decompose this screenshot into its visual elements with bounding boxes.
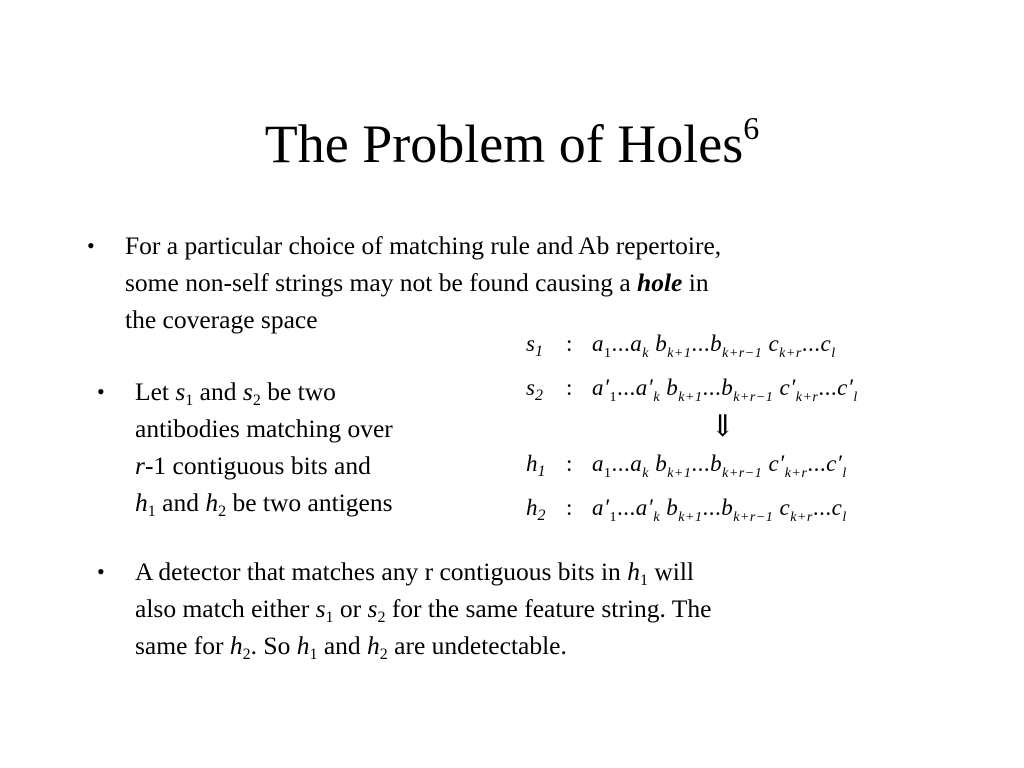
row-colon: : bbox=[566, 375, 573, 400]
var-s: s bbox=[315, 594, 326, 623]
hole-emphasis: hole bbox=[637, 268, 683, 297]
bullet3-line1-after: will bbox=[647, 557, 694, 586]
bullet1-line2 bbox=[125, 264, 955, 301]
bullet3-line1-text: A detector that matches any r contiguous bits in bbox=[135, 557, 628, 586]
bullet-marker: • bbox=[97, 379, 105, 404]
and-text: and bbox=[155, 488, 206, 517]
row-label: $h_2$ bbox=[526, 495, 546, 524]
bullet1-line1: For a particular choice of matching rule and Ab repertoire, bbox=[125, 231, 722, 260]
bullet3-line3-mid: . So bbox=[250, 631, 297, 660]
bullet-marker: • bbox=[97, 559, 105, 584]
var-h: h bbox=[296, 631, 310, 660]
sub-1: 1 bbox=[147, 503, 156, 520]
sub-1: 1 bbox=[309, 646, 318, 663]
bullet3-line2-text: also match either bbox=[135, 594, 316, 623]
row-colon: : bbox=[566, 451, 573, 476]
bullet2-line3 bbox=[135, 447, 495, 484]
sub-2: 2 bbox=[377, 609, 386, 626]
bullet2-line4 bbox=[135, 484, 495, 521]
title-footnote-superscript: 6 bbox=[743, 110, 760, 146]
var-h: h bbox=[135, 488, 148, 517]
var-s: s bbox=[367, 594, 378, 623]
string-matching-diagram bbox=[520, 327, 930, 539]
row-sequence: $a_1...a_k$ $b_{k+1}...b_{k+r-1}$ $c'_{k+r}...c'_l$ bbox=[592, 451, 847, 481]
title-text: The Problem of Holes bbox=[264, 114, 744, 174]
bullet-marker: • bbox=[87, 233, 95, 258]
row-label: $s_1$ bbox=[526, 331, 543, 360]
slide-title bbox=[0, 100, 1024, 176]
var-h: h bbox=[229, 631, 243, 660]
sub-1: 1 bbox=[639, 572, 648, 589]
row-sequence: $a'_1...a'_k$ $b_{k+1}...b_{k+r-1}$ $c'_{k+r}...c'_l$ bbox=[592, 375, 858, 405]
row-colon: : bbox=[566, 331, 573, 356]
and-text: and bbox=[317, 631, 368, 660]
bullet1-line2-after: in bbox=[682, 268, 709, 297]
var-h: h bbox=[367, 631, 380, 660]
bullet3-line1 bbox=[135, 553, 935, 590]
var-s: s bbox=[242, 377, 253, 406]
let-text: Let bbox=[135, 377, 176, 406]
bullet2-line3-rest: -1 contiguous bits and bbox=[144, 451, 371, 480]
sub-2: 2 bbox=[242, 646, 251, 663]
bullet1-line2-text: some non-self strings may not be found causing a bbox=[125, 268, 638, 297]
bullet3-line2-after: for the same feature string. The bbox=[385, 594, 712, 623]
var-h: h bbox=[627, 557, 640, 586]
row-label: $h_1$ bbox=[526, 451, 546, 480]
bullet2-line4-end: be two antigens bbox=[226, 488, 393, 517]
bullet3-line3-end: are undetectable. bbox=[387, 631, 567, 660]
var-r: r bbox=[135, 451, 145, 480]
sub-2: 2 bbox=[218, 503, 227, 520]
be-two-text: be two bbox=[260, 377, 336, 406]
or-text: or bbox=[333, 594, 368, 623]
bullet-antibodies-antigens bbox=[97, 373, 495, 521]
sub-1: 1 bbox=[325, 609, 334, 626]
bullet2-line2: antibodies matching over bbox=[135, 414, 393, 443]
and-text: and bbox=[193, 377, 243, 406]
sub-1: 1 bbox=[185, 392, 194, 409]
row-colon: : bbox=[566, 495, 573, 520]
bullet3-line2 bbox=[135, 590, 935, 627]
bullet1-line3: the coverage space bbox=[125, 305, 318, 334]
bullet-holes-definition bbox=[87, 227, 955, 338]
row-label: $s_2$ bbox=[526, 375, 543, 404]
sub-2: 2 bbox=[252, 392, 261, 409]
sub-2: 2 bbox=[379, 646, 388, 663]
bullet3-line3 bbox=[135, 627, 935, 664]
bullet3-line3-text: same for bbox=[135, 631, 230, 660]
bullet2-line1 bbox=[135, 373, 495, 410]
var-s: s bbox=[175, 377, 186, 406]
down-double-arrow-icon: ⇓ bbox=[710, 410, 736, 443]
row-sequence: $a_1...a_k$ $b_{k+1}...b_{k+r-1}$ $c_{k+r}...c_l$ bbox=[592, 331, 836, 361]
row-sequence: $a'_1...a'_k$ $b_{k+1}...b_{k+r-1}$ $c_{k+r}...c_l$ bbox=[592, 495, 847, 525]
var-h: h bbox=[205, 488, 219, 517]
bullet-undetectable bbox=[97, 553, 935, 664]
